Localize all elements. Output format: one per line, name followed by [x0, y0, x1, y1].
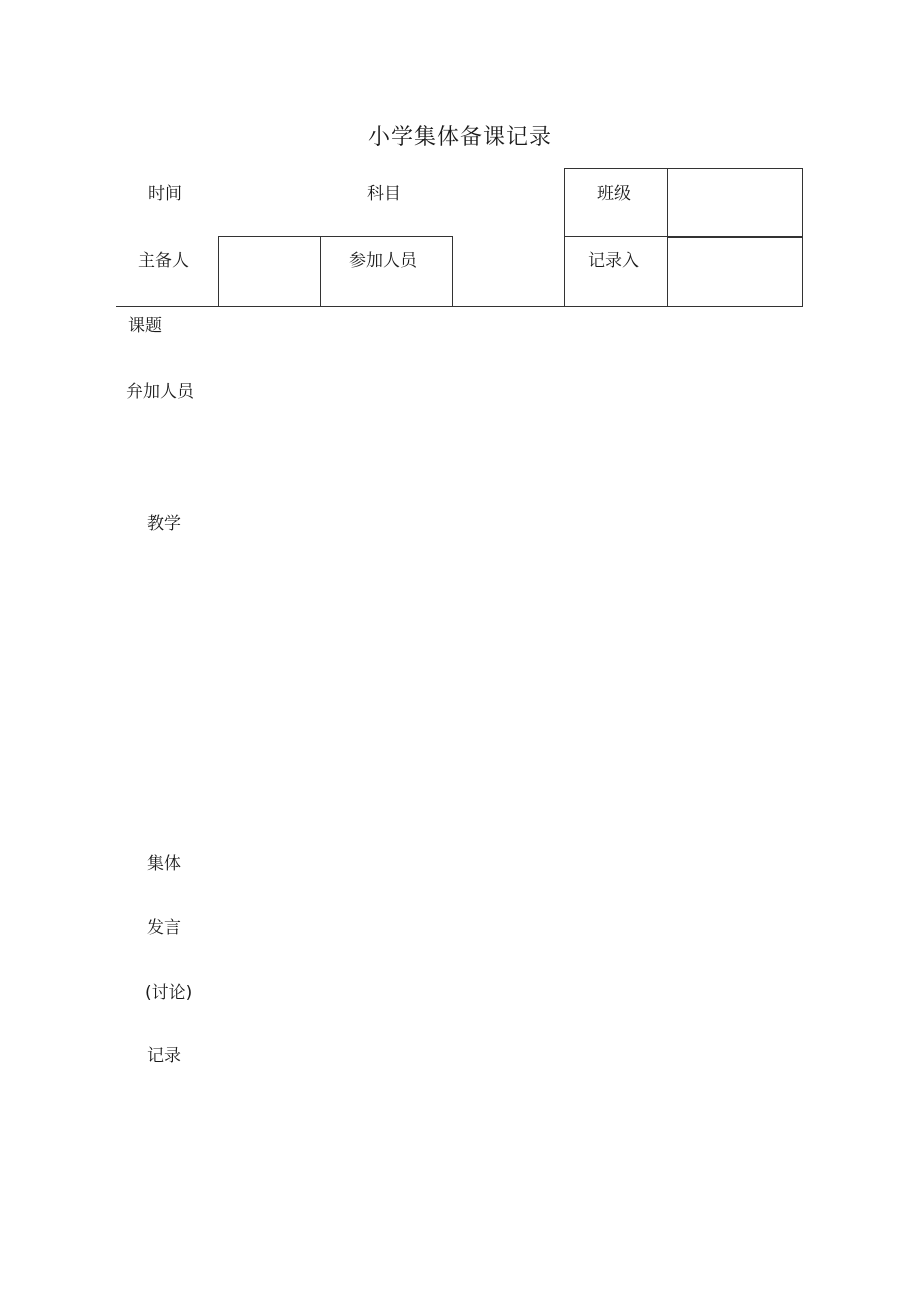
table-rule	[802, 236, 803, 307]
time-label: 时间	[148, 184, 182, 204]
participants-value-cell[interactable]	[453, 237, 563, 306]
table-rule	[564, 168, 565, 238]
collective-label: 集体	[147, 854, 181, 874]
page-title: 小学集体备课记录	[367, 125, 552, 150]
participants-section-label: 弁加人员	[126, 382, 194, 402]
subject-label: 科目	[367, 184, 401, 204]
table-rule	[564, 236, 565, 307]
teaching-label: 教学	[147, 514, 181, 534]
class-value-cell[interactable]	[667, 168, 803, 238]
class-label: 班级	[597, 184, 631, 204]
discussion-label: (讨论)	[145, 983, 193, 1003]
recorder-value-cell[interactable]	[668, 237, 801, 306]
speech-label: 发言	[147, 918, 181, 938]
table-rule	[320, 236, 321, 307]
table-rule	[564, 168, 668, 169]
table-rule	[116, 306, 803, 307]
record-label: 记录	[147, 1046, 181, 1066]
lead-preparer-label: 主备人	[138, 251, 189, 271]
participants-label: 参加人员	[349, 251, 417, 271]
lead-preparer-value-cell[interactable]	[219, 237, 319, 306]
topic-label: 课题	[128, 316, 162, 336]
recorder-label: 记录入	[588, 251, 639, 271]
